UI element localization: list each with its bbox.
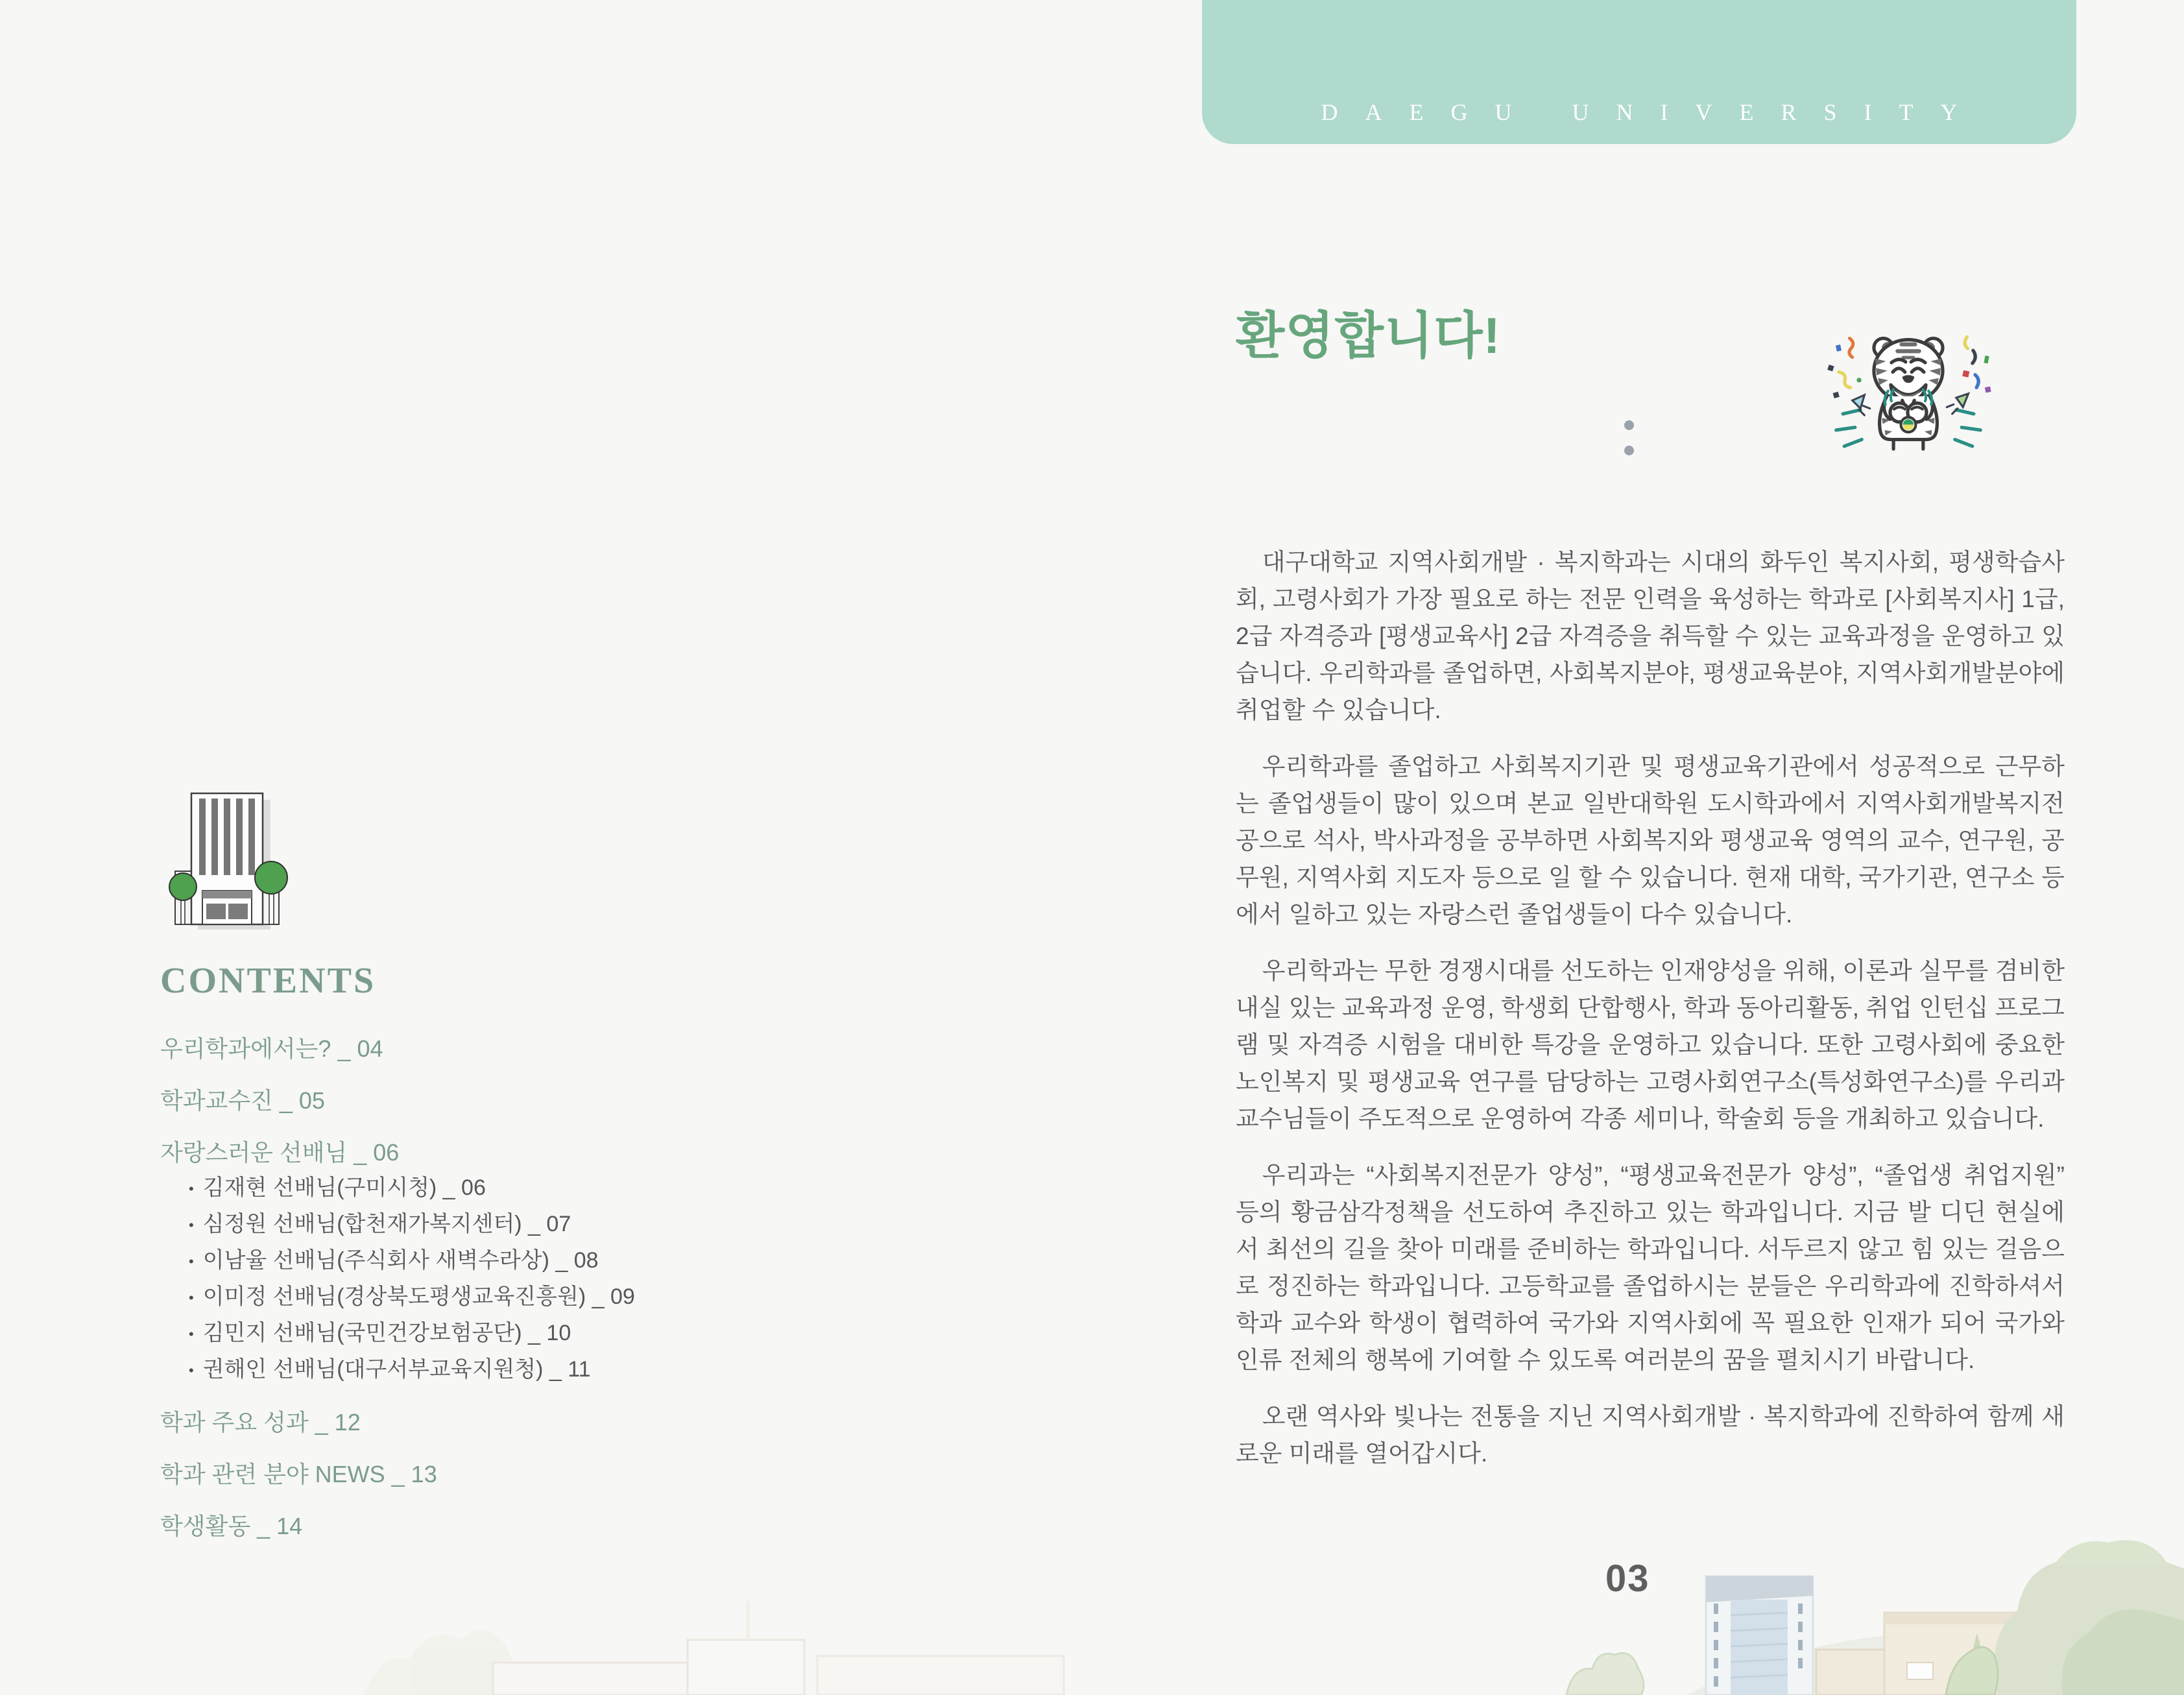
toc-item-main	[160, 1405, 874, 1440]
toc-item-main	[160, 1031, 874, 1066]
bullet-icon: •	[189, 1253, 194, 1270]
toc-item-label: 김민지 선배님(국민건강보험공단) _ 10	[202, 1321, 571, 1346]
welcome-paragraphs	[1236, 544, 2065, 1491]
toc-item-main	[160, 1509, 874, 1544]
toc-item-label: 학과 관련 분야 NEWS _ 13	[160, 1461, 437, 1488]
toc-item-label: 학과교수진 _ 05	[160, 1087, 325, 1114]
toc-item-label: 권해인 선배님(대구서부교육지원청) _ 11	[202, 1357, 591, 1382]
welcome-paragraph: 우리학과는 무한 경쟁시대를 선도하는 인재양성을 위해, 이론과 실무를 겸비한 내실 있는 교육과정 운영, 학생회 단합행사, 학과 동아리활동, 취업 인턴십 프로그램 및 자격증 시험을 대비한 특강을 운영하고 있습니다. 또한 고령사회에 중요한 노인복지 및 평생교육 연구를 담당하는 고령사회연구소(특성화연구소)를 우리과 교수님들이 주도적으로 운영하여 각종 세미나, 학술회 등을 개최하고 있습니다.	[1236, 957, 2065, 1132]
welcome-paragraph: 우리과는 “사회복지전문가 양성”, “평생교육전문가 양성”, “졸업생 취업지원” 등의 황금삼각정책을 선도하여 추진하고 있는 학과입니다. 지금 발 디딘 현실에서 최선의 길을 찾아 미래를 준비하는 학과입니다. 서두르지 않고 힘 있는 걸음으로 정진하는 학과입니다. 고등학교를 졸업하시는 분들은 우리학과에 진학하셔서 학과 교수와 학생이 협력하여 국가와 지역사회에 꼭 필요한 인재가 되어 국가와 인류 전체의 행복에 기여할 수 있도록 여러분의 꿈을 펼치시기 바랍니다.	[1236, 1162, 2065, 1373]
welcome-paragraph: 오랜 역사와 빛나는 전통을 지닌 지역사회개발 · 복지학과에 진학하여 함께 새로운 미래를 열어갑시다.	[1236, 1403, 2065, 1467]
building-icon	[162, 788, 292, 937]
contents-list	[160, 1031, 874, 1544]
page-title: 환영합니다!	[1236, 307, 1501, 364]
toc-item-sub	[160, 1316, 874, 1352]
campus-illustration	[0, 1536, 2184, 1695]
two-dots-decoration	[1624, 420, 1635, 457]
dot-icon	[1624, 420, 1634, 430]
bullet-icon: •	[189, 1326, 194, 1343]
tiger-mascot-icon	[1824, 328, 1993, 465]
toc-item-label: 이미정 선배님(경상북도평생교육진흥원) _ 09	[202, 1284, 635, 1310]
bullet-icon: •	[189, 1217, 194, 1234]
toc-item-sub	[160, 1170, 874, 1207]
toc-item-sub	[160, 1243, 874, 1279]
toc-item-main	[160, 1083, 874, 1118]
toc-item-label: 학생활동 _ 14	[160, 1513, 303, 1540]
contents-heading: CONTENTS	[160, 961, 376, 1001]
university-name: DAEGU UNIVERSITY	[1321, 99, 1985, 125]
toc-item-label: 이남율 선배님(주식회사 새벽수라상) _ 08	[202, 1248, 599, 1273]
toc-item-main	[160, 1135, 874, 1170]
welcome-paragraph: 대구대학교 지역사회개발 · 복지학과는 시대의 화두인 복지사회, 평생학습사회, 고령사회가 가장 필요로 하는 전문 인력을 육성하는 학과로 [사회복지사] 1급, 2급 자격증과 [평생교육사] 2급 자격증을 취득할 수 있는 교육과정을 운영하고 있습니다. 우리학과를 졸업하면, 사회복지분야, 평생교육분야, 지역사회개발분야에 취업할 수 있습니다.	[1236, 549, 2065, 723]
university-header-band	[1202, 0, 2076, 144]
toc-item-label: 김재현 선배님(구미시청) _ 06	[202, 1175, 486, 1200]
welcome-paragraph: 우리학과를 졸업하고 사회복지기관 및 평생교육기관에서 성공적으로 근무하는 졸업생들이 많이 있으며 본교 일반대학원 도시학과에서 지역사회개발복지전공으로 석사, 박사과정을 공부하면 사회복지와 평생교육 영역의 교수, 연구원, 공무원, 지역사회 지도자 등으로 일 할 수 있습니다. 현재 대학, 국가기관, 연구소 등에서 일하고 있는 자랑스런 졸업생들이 다수 있습니다.	[1236, 753, 2065, 928]
toc-item-sub	[160, 1352, 874, 1388]
toc-item-main	[160, 1457, 874, 1492]
bullet-icon: •	[189, 1290, 194, 1306]
toc-item-label: 학과 주요 성과 _ 12	[160, 1409, 361, 1436]
toc-item-label: 자랑스러운 선배님 _ 06	[160, 1139, 400, 1166]
page-number: 03	[1605, 1557, 1650, 1600]
toc-item-label: 심정원 선배님(합천재가복지센터) _ 07	[202, 1212, 571, 1237]
bullet-icon: •	[189, 1362, 194, 1379]
toc-item-sub	[160, 1279, 874, 1316]
toc-item-label: 우리학과에서는? _ 04	[160, 1035, 383, 1062]
toc-item-sub	[160, 1207, 874, 1243]
dot-icon	[1624, 446, 1634, 455]
bullet-icon: •	[189, 1181, 194, 1197]
